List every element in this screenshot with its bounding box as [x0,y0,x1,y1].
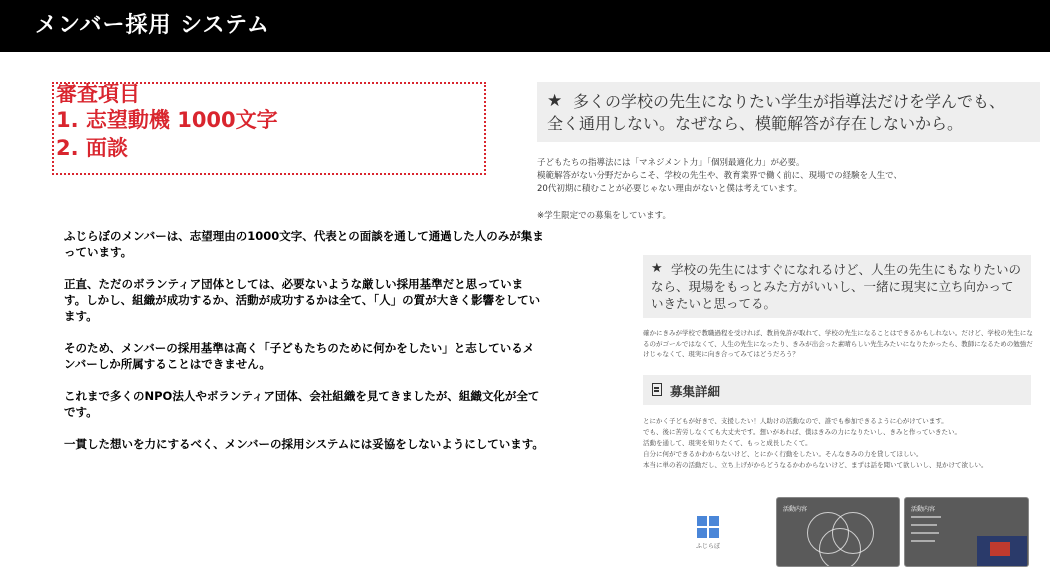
quote-box-secondary [643,255,1031,318]
note-line-3: 20代初期に積むことが必要じゃない理由がないと僕は考えています。 [537,184,803,194]
page-title: メンバー採用 システム [35,13,270,38]
logo-caption: ふじらぼ [695,543,720,550]
intro-paragraph-4: これまで多くのNPO法人やボランティア団体、会社組織を見てきましたが、組織文化が全てです。 [64,389,540,419]
recruit-line-3: 活動を通して、現実を知りたくて、もっと成長したくて。 [643,439,812,447]
recruit-line-2: でも、後に苦労しなくても大丈夫です。想いがあれば、僕はきみの力になりたいし、きみと作っていきたい。 [643,428,961,436]
note-line-2: 模範解答がない分野だからこそ、学校の先生や、教育業界で働く前に、現場での経験を人生で、 [537,171,902,181]
document-icon [652,383,662,396]
teacher-paragraph: 確かにきみが学校で教職過程を受ければ、教員免許が取れて、学校の先生になることはできるかもしれない。だけど、学校の先生になるのがゴールではなくて、人生の先生になったり、きみが出会った素晴らしい先生みたいになりたかったら、教師になるための勉強だけじゃなくて、現実に向き合ってみてはどうだろう？ [643,329,1033,358]
quote-box-main [537,82,1040,142]
note-line-1: 子どもたちの指導法には「マネジメント力」「個別最適化力」が必要。 [537,158,805,168]
criteria-item-2: 2. 面談 [56,136,128,160]
recruit-details-header [643,375,1031,405]
student-only-note: ※学生限定での募集をしています。 [537,211,671,221]
recruit-line-1: とにかく子どもが好きで、支援したい！人助けの活動なので、誰でも参加できるように心がけています。 [643,417,948,425]
intro-paragraph-2: 正直、ただのボランティア団体としては、必要ないような厳しい採用基準だと思っています。しかし、組織が成功するか、活動が成功するかは全て、「人」の質が大きく影響をしています。 [64,277,541,323]
criteria-heading: 審査項目 [56,82,140,106]
criteria-item-1: 1. 志望動機 1000文字 [56,108,278,132]
thumbnail-title: 活動内容 [911,506,936,513]
fujilabo-logo-icon [697,516,719,538]
star-icon: ★ [547,91,563,111]
intro-paragraph-3: そのため、メンバーの採用基準は高く「子どもたちのために何かをしたい」と志しているメンバーしか所属することはできません。 [64,341,535,371]
intro-paragraph-5: 一貫した想いを力にするべく、メンバーの採用システムには妥協をしないようにしています。 [64,437,544,451]
recruit-line-5: 本当に単の若の活動だし、立ち上げがからどうなるかわからないけど、まずは話を聞いて欲しいし、見かけて欲しい。 [643,461,988,469]
criteria-box [52,82,486,175]
quote-main-line-2: 全く通用しない。なぜなら、模範解答が存在しないから。 [547,114,964,133]
intro-paragraph-1: ふじらぼのメンバーは、志望理由の1000文字、代表との面談を通して通過した人のみが集まっています。 [64,229,544,259]
quote-secondary-text: 学校の先生にはすぐになれるけど、人生の先生にもなりたいのなら、現場をもっとみた方がいいし、一緒に現実に立ち向かっていきたいと思ってる。 [651,262,1022,311]
recruit-line-4: 自分に何ができるかわからないけど、とにかく行動をしたい。そんなきみの力を貸してほしい。 [643,450,923,458]
activity-thumbnail-2[interactable] [904,497,1029,567]
note-text [537,157,1017,223]
quote-main-line-1: 多くの学校の先生になりたい学生が指導法だけを学んでも、 [573,92,1006,111]
activity-thumbnail-1[interactable] [776,497,900,567]
thumbnail-title: 活動内容 [783,506,808,513]
intro-text [64,228,544,468]
recruit-details-label: 募集詳細 [670,384,721,399]
header-bar [0,0,1050,52]
recruit-details-text [643,416,1033,471]
star-icon: ★ [651,261,663,276]
